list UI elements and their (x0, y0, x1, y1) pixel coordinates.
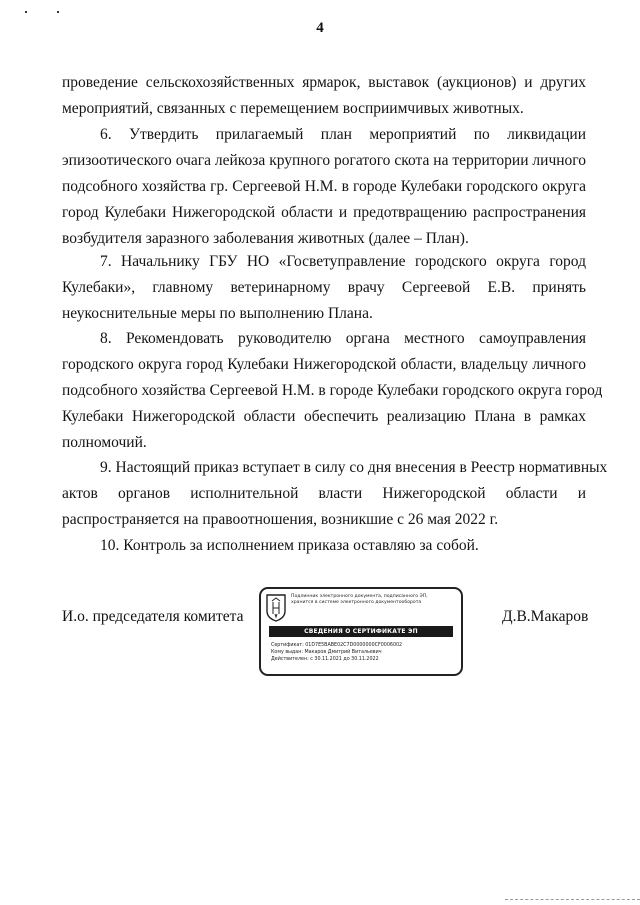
page-number: 4 (316, 20, 324, 36)
signatory-name: Д.В.Макаров (502, 608, 589, 625)
text-line: подсобного хозяйства гр. Сергеевой Н.М. в городе Кулебаки городского округа (62, 178, 586, 195)
text-line: городского округа город Кулебаки Нижегородской области, владельцу личного (62, 356, 586, 373)
stamp-certificate: Сертификат: 01D7E5BABE02C7D0000000CF0006002 (271, 643, 403, 648)
paragraph-item-7 (62, 249, 586, 327)
paragraph-item-8 (62, 326, 603, 456)
paragraph-item-6 (62, 122, 586, 252)
text-line: 8. Рекомендовать руководителю органа местного самоуправления (100, 330, 586, 347)
text-line: неукоснительные меры по выполнению Плана. (62, 305, 373, 322)
text-line: эпизоотического очага лейкоза крупного рогатого скота на территории личного (62, 152, 586, 169)
text-line: мероприятий, связанных с перемещением восприимчивых животных. (62, 100, 524, 117)
coat-of-arms-icon (266, 594, 286, 622)
text-line: актов органов исполнительной власти Нижегородской области и (62, 485, 586, 502)
text-line: город Кулебаки Нижегородской области и предотвращению распространения (62, 204, 586, 221)
footer-divider (505, 899, 640, 901)
text-line: 6. Утвердить прилагаемый план мероприятий по ликвидации (100, 126, 586, 143)
electronic-signature-stamp (259, 587, 463, 676)
text-line: Кулебаки Нижегородской области обеспечить реализацию Плана в рамках (62, 408, 586, 425)
text-line: полномочий. (62, 434, 147, 451)
text-line: 9. Настоящий приказ вступает в силу со дня внесения в Реестр нормативных (100, 459, 608, 476)
stamp-header (291, 594, 456, 606)
paragraph-item-9 (62, 455, 608, 533)
paragraph-item-10 (62, 533, 586, 559)
stamp-details (271, 642, 456, 663)
text-line: Кулебаки», главному ветеринарному врачу Сергеевой Е.В. принять (62, 279, 586, 296)
stamp-validity: Действителен: с 30.11.2021 до 30.11.2022 (271, 657, 379, 662)
text-line: проведение сельскохозяйственных ярмарок, выставок (аукционов) и других (62, 74, 586, 91)
text-line: подсобного хозяйства Сергеевой Н.М. в городе Кулебаки городского округа город (62, 382, 603, 399)
paragraph-continuation (62, 70, 586, 122)
stamp-header-line: Подлинник электронного документа, подписанного ЭП, (291, 594, 428, 599)
stamp-title: СВЕДЕНИЯ О СЕРТИФИКАТЕ ЭП (269, 626, 453, 637)
stamp-issued-to: Кому выдан: Макаров Дмитрий Витальевич (271, 650, 382, 655)
signatory-position: И.о. председателя комитета (62, 608, 244, 625)
scan-speck (25, 11, 27, 13)
text-line: возбудителя заразного заболевания животных (далее – План). (62, 230, 469, 247)
stamp-header-line: хранится в системе электронного документооборота (291, 600, 422, 605)
text-line: 10. Контроль за исполнением приказа оставляю за собой. (100, 537, 479, 554)
text-line: 7. Начальнику ГБУ НО «Госветуправление городского округа город (100, 253, 586, 270)
scan-speck (57, 11, 59, 13)
text-line: распространяется на правоотношения, возникшие с 26 мая 2022 г. (62, 511, 499, 528)
